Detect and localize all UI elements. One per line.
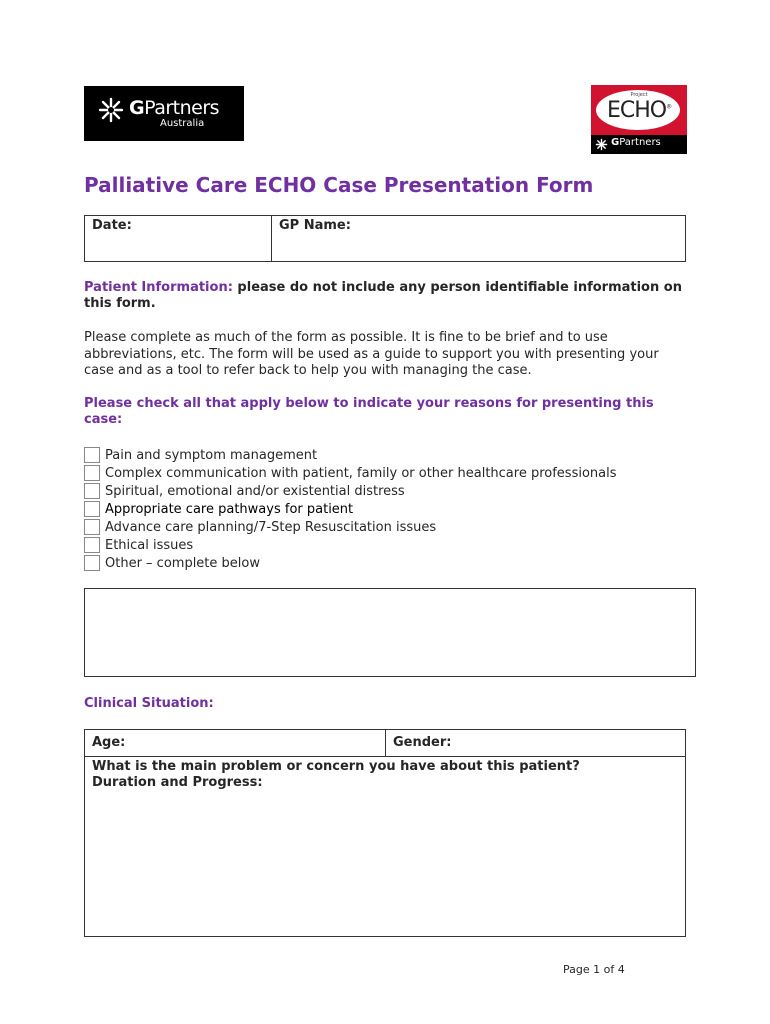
main-problem-field[interactable] bbox=[85, 757, 686, 937]
project-echo-logo bbox=[591, 85, 687, 154]
checkbox[interactable] bbox=[84, 519, 100, 535]
reasons-heading: Please check all that apply below to indicate your reasons for presenting this case: bbox=[84, 396, 654, 427]
checklist-item[interactable]: Advance care planning/7-Step Resuscitation issues bbox=[84, 518, 617, 536]
age-field[interactable] bbox=[85, 730, 386, 757]
star-icon bbox=[97, 96, 125, 124]
checkbox[interactable] bbox=[84, 483, 100, 499]
checklist-item[interactable]: Other – complete below bbox=[84, 554, 617, 572]
checkbox[interactable] bbox=[84, 501, 100, 517]
checkbox[interactable] bbox=[84, 537, 100, 553]
checklist-item[interactable]: Appropriate care pathways for patient bbox=[84, 500, 617, 518]
gender-label: Gender: bbox=[393, 735, 452, 750]
checklist-item[interactable]: Complex communication with patient, family or other healthcare professionals bbox=[84, 464, 617, 482]
header-table bbox=[84, 215, 686, 262]
reasons-checklist bbox=[84, 446, 617, 572]
echo-text: ECHO® bbox=[606, 98, 672, 123]
checklist-item[interactable]: Ethical issues bbox=[84, 536, 617, 554]
checkbox[interactable] bbox=[84, 447, 100, 463]
age-label: Age: bbox=[92, 735, 126, 750]
gp-brand-text: GPartners bbox=[129, 97, 220, 119]
patient-info-text: please do not include any person identifiable information on this form. bbox=[84, 280, 682, 311]
echo-footer-brand: GPartners bbox=[611, 137, 661, 148]
duration-label: Duration and Progress: bbox=[92, 775, 263, 790]
checklist-item[interactable]: Pain and symptom management bbox=[84, 446, 617, 464]
gp-partners-logo bbox=[84, 86, 244, 141]
clinical-table bbox=[84, 729, 686, 937]
small-star-icon bbox=[595, 138, 608, 151]
date-label: Date: bbox=[92, 218, 132, 233]
page-number: Page 1 of 4 bbox=[563, 963, 625, 976]
date-field[interactable] bbox=[85, 216, 272, 262]
checkbox[interactable] bbox=[84, 555, 100, 571]
gp-name-field[interactable] bbox=[272, 216, 686, 262]
echo-project-text: Project bbox=[630, 92, 648, 98]
other-details-box[interactable] bbox=[84, 588, 696, 677]
gender-field[interactable] bbox=[386, 730, 686, 757]
patient-info-heading: Patient Information: bbox=[84, 280, 233, 295]
clinical-situation-heading: Clinical Situation: bbox=[84, 696, 214, 711]
form-title: Palliative Care ECHO Case Presentation Form bbox=[84, 173, 594, 197]
checklist-item[interactable]: Spiritual, emotional and/or existential distress bbox=[84, 482, 617, 500]
checkbox[interactable] bbox=[84, 465, 100, 481]
gp-name-label: GP Name: bbox=[279, 218, 351, 233]
main-problem-label: What is the main problem or concern you have about this patient? bbox=[92, 759, 580, 774]
instructions-paragraph: Please complete as much of the form as possible. It is fine to be brief and to use abbreviations, etc. The form will be used as a guide to support you with presenting your case and as a tool to refer back to help you with managing the case. bbox=[84, 330, 659, 378]
gp-brand-subtitle: Australia bbox=[160, 118, 205, 129]
patient-info-note bbox=[84, 280, 684, 312]
